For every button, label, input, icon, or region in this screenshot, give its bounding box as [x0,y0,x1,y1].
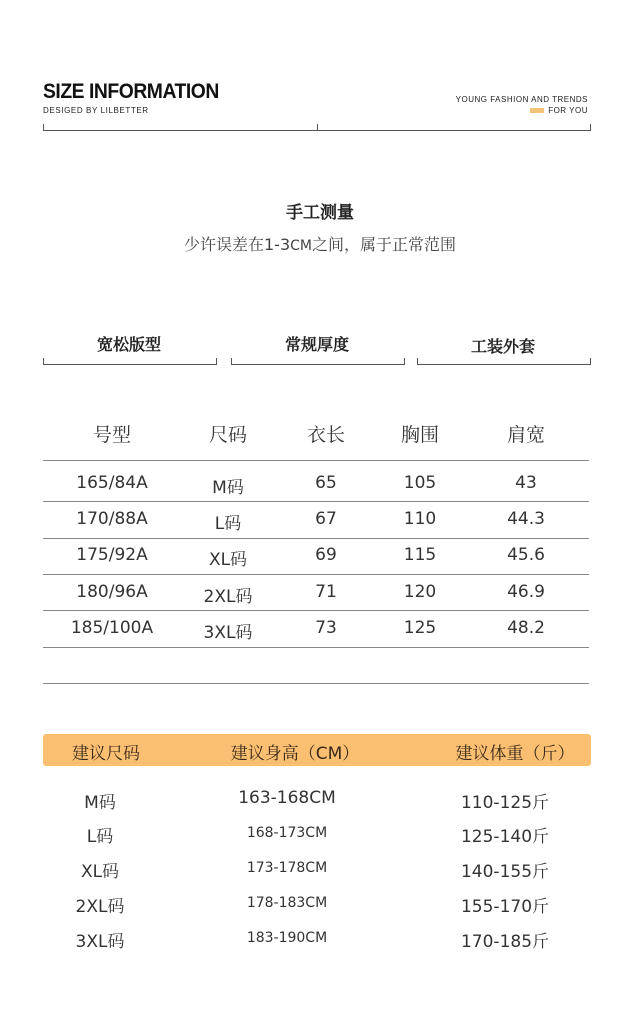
measure-note-prefix: 少许误差在1-3 [183,235,291,254]
rec-cell: 168-173CM [246,825,328,841]
table-cell: 115 [403,545,437,565]
table-cell: L码 [214,514,242,534]
header-bracket-mid [317,124,318,131]
table-line [43,610,589,611]
col-header-length: 衣长 [306,424,345,446]
rec-cell: 125-140斤 [460,827,550,847]
rec-cell: M码 [84,793,116,813]
rec-cell: 2XL码 [75,897,125,917]
slogan-line-2-text: FOR YOU [548,106,588,115]
col-header-size: 尺码 [208,424,247,446]
attr-thickness: 常规厚度 [284,335,349,354]
table-cell: 165/84A [76,473,148,493]
rec-cell: 183-190CM [246,930,328,946]
rec-cell: L码 [86,827,114,847]
table-cell: 110 [403,509,437,529]
attr-bracket-3 [417,358,591,365]
rec-header-height: 建议身高（CM） [230,744,360,764]
attr-bracket-2 [231,358,405,365]
rec-header-weight: 建议体重（斤） [455,744,575,764]
table-line [43,647,589,648]
rec-cell: 163-168CM [238,788,336,808]
table-cell: 120 [403,582,437,602]
table-cell: M码 [212,478,244,498]
rec-cell: XL码 [80,862,120,882]
measure-note-suffix: 之间，属于正常范围 [311,235,456,254]
rec-cell: 178-183CM [246,895,328,911]
table-cell: 180/96A [76,582,148,602]
table-cell: 170/88A [76,509,148,529]
rec-cell: 170-185斤 [460,932,550,952]
slogan-accent-bar [530,108,544,113]
col-header-model: 号型 [92,424,131,446]
table-cell: 2XL码 [203,587,253,607]
col-header-chest: 胸围 [400,424,439,446]
table-cell: 3XL码 [203,623,253,643]
brand-subtitle: DESIGED BY LILBETTER [43,106,149,115]
table-cell: 44.3 [507,509,545,529]
rec-cell: 173-178CM [246,860,328,876]
table-cell: 105 [403,473,437,493]
table-line [43,574,589,575]
table-cell: 71 [315,582,337,602]
rec-cell: 155-170斤 [460,897,550,917]
attr-style: 工装外套 [470,337,535,356]
measure-title: 手工测量 [286,203,354,223]
measure-note-unit: CM [290,238,312,254]
table-cell: 45.6 [507,545,545,565]
table-cell: 48.2 [507,618,545,638]
col-header-shoulder: 肩宽 [506,424,545,446]
table-line [43,538,589,539]
table-cell: 125 [403,618,437,638]
table-cell: 67 [315,509,337,529]
slogan-line-2 [530,106,588,115]
table-cell: 73 [315,618,337,638]
table-cell: 185/100A [70,618,154,638]
table-line [43,683,589,684]
rec-header-size: 建议尺码 [72,744,140,764]
table-cell: 65 [315,473,337,493]
table-cell: 175/92A [76,545,148,565]
table-cell: 46.9 [507,582,545,602]
rec-cell: 110-125斤 [460,793,550,813]
brand-title: SIZE INFORMATION [43,80,219,103]
attr-fit: 宽松版型 [96,335,161,354]
rec-cell: 3XL码 [75,932,125,952]
table-cell: XL码 [208,550,248,570]
attr-bracket-1 [43,358,217,365]
slogan-line-1: YOUNG FASHION AND TRENDS [455,95,588,104]
table-line [43,460,589,461]
table-cell: 69 [315,545,337,565]
measure-note [0,232,640,255]
table-line [43,501,589,502]
table-cell: 43 [515,473,537,493]
rec-cell: 140-155斤 [460,862,550,882]
